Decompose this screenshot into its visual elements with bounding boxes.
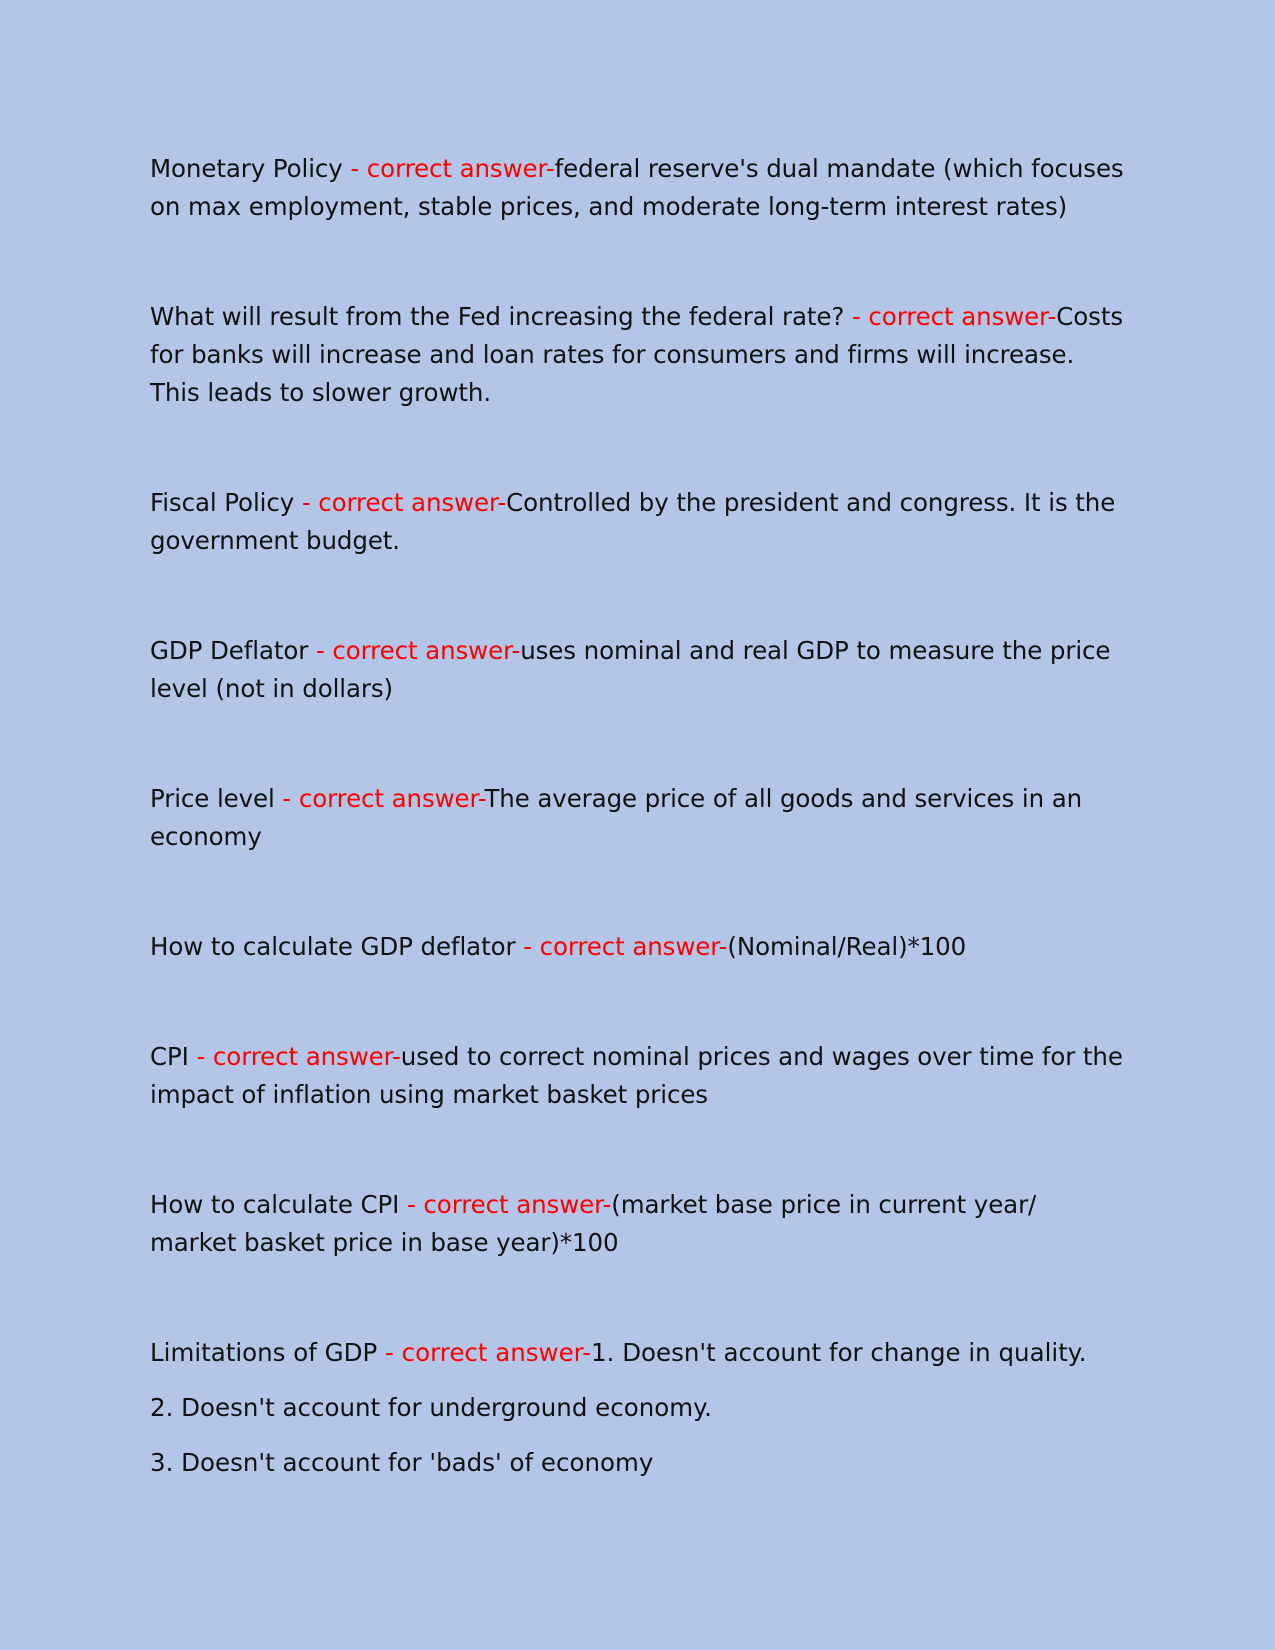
answer-continuation-line: 3. Doesn't account for 'bads' of economy (150, 1448, 654, 1477)
answer-text: (Nominal/Real)*100 (727, 932, 967, 961)
qa-entry-cpi (150, 1038, 1125, 1114)
qa-entry-fiscal-policy (150, 484, 1125, 560)
answer-separator: - correct answer- (274, 784, 485, 813)
answer-separator: - correct answer- (308, 636, 521, 665)
answer-separator: - correct answer- (515, 932, 728, 961)
question-text: Limitations of GDP (150, 1338, 378, 1367)
answer-separator: - correct answer- (188, 1042, 401, 1071)
qa-entry-calc-cpi (150, 1186, 1125, 1262)
question-text: CPI (150, 1042, 189, 1071)
question-text: What will result from the Fed increasing the federal rate? (150, 302, 845, 331)
answer-text: Controlled by the president and congress. It is the government budget. (150, 488, 1116, 555)
qa-first-line (150, 1334, 1125, 1372)
answer-separator: - correct answer- (294, 488, 507, 517)
answer-separator: - correct answer- (844, 302, 1057, 331)
qa-entry-price-level (150, 780, 1125, 856)
answer-continuation-line: 2. Doesn't account for underground economy. (150, 1393, 712, 1422)
answer-text: federal reserve's dual mandate (which focuses on max employment, stable prices, and moderate long-term interest rates) (150, 154, 1124, 221)
qa-entry-gdp-deflator (150, 632, 1125, 708)
question-text: How to calculate CPI (150, 1190, 400, 1219)
answer-text: (market base price in current year/ market basket price in base year)*100 (150, 1190, 1037, 1257)
question-text: Price level (150, 784, 275, 813)
answer-separator: - correct answer- (399, 1190, 612, 1219)
qa-entry-fed-rate (150, 298, 1125, 412)
answer-text: The average price of all goods and services in an economy (150, 784, 1083, 851)
answer-text: Costs for banks will increase and loan rates for consumers and firms will increase. This leads to slower growth. (150, 302, 1123, 407)
answer-separator: - correct answer- (342, 154, 555, 183)
answer-text: uses nominal and real GDP to measure the price level (not in dollars) (150, 636, 1111, 703)
qa-entry-calc-gdp-deflator (150, 928, 1125, 966)
question-text: Monetary Policy (150, 154, 343, 183)
answer-text: used to correct nominal prices and wages over time for the impact of inflation using market basket prices (150, 1042, 1123, 1109)
answer-text: 1. Doesn't account for change in quality. (591, 1338, 1087, 1367)
qa-entry-monetary-policy (150, 150, 1125, 226)
question-text: How to calculate GDP deflator (150, 932, 516, 961)
question-text: Fiscal Policy (150, 488, 295, 517)
answer-separator: - correct answer- (377, 1338, 592, 1367)
question-text: GDP Deflator (150, 636, 309, 665)
qa-entry-gdp-limitations (150, 1334, 1125, 1482)
